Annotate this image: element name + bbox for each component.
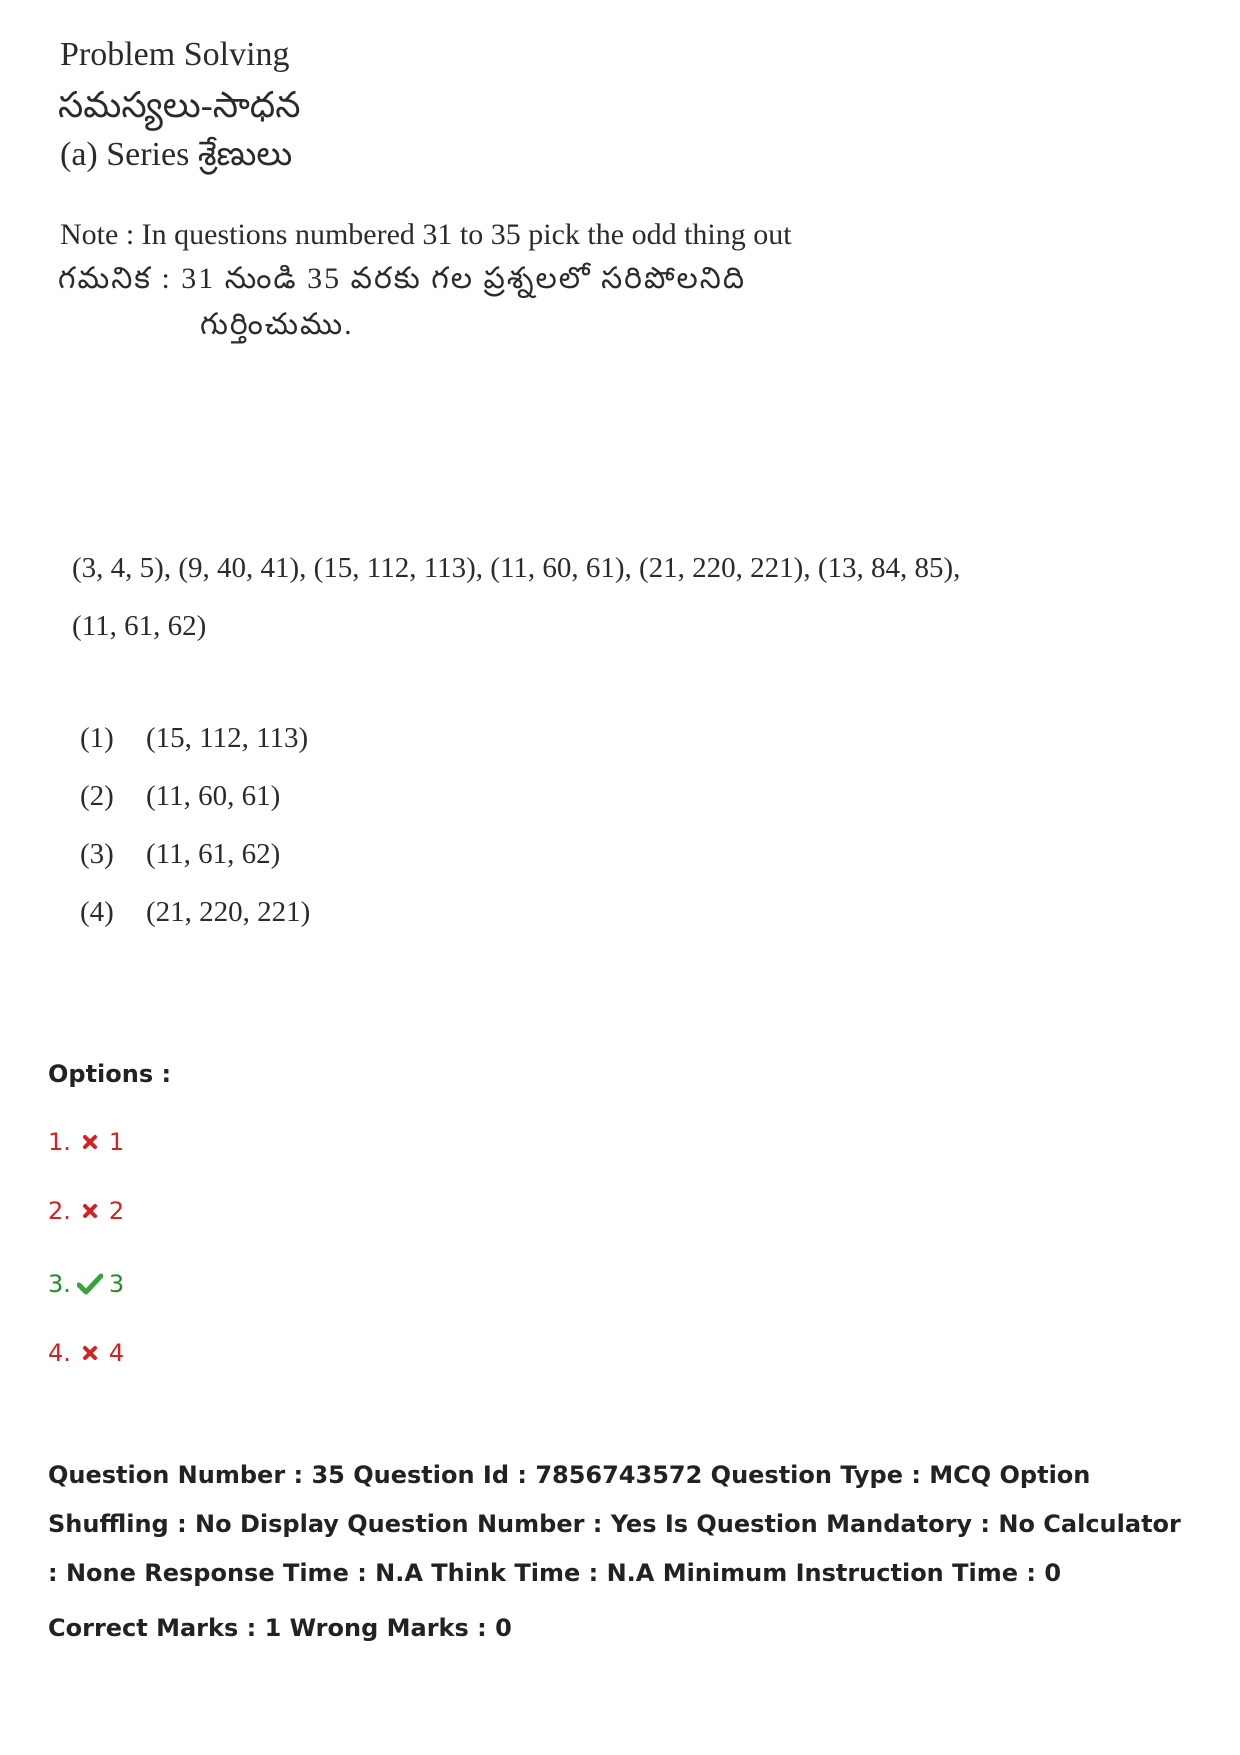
question-metadata: Question Number : 35 Question Id : 7856743572 Question Type : MCQ Option Shuffling : No Display Question Number : Yes Is Question Mandatory : No Calculator : None Response Time : N.A Think Time : N.A Minimum Instruction Time : 0 <box>48 1461 1181 1587</box>
series-heading-english: (a) Series <box>60 136 190 173</box>
check-icon <box>75 1273 105 1295</box>
option-number: 3. <box>48 1270 71 1298</box>
choice-number: (1) <box>80 722 114 754</box>
question-choice <box>80 838 280 871</box>
option-item <box>48 1197 124 1225</box>
marks-info: Correct Marks : 1 Wrong Marks : 0 <box>48 1614 512 1642</box>
option-number: 2. <box>48 1197 71 1225</box>
question-series-line1: (3, 4, 5), (9, 40, 41), (15, 112, 113), (11, 60, 61), (21, 220, 221), (13, 84, 85), <box>72 552 961 584</box>
cross-icon <box>75 1203 105 1219</box>
question-series-line2: (11, 61, 62) <box>72 610 207 642</box>
option-item <box>48 1339 124 1367</box>
choice-number: (4) <box>80 896 114 928</box>
option-number: 4. <box>48 1339 71 1367</box>
question-choice <box>80 722 308 755</box>
note-telugu-line2: గుర్తించుము. <box>200 308 354 341</box>
option-value: 4 <box>108 1339 125 1367</box>
option-item <box>48 1128 124 1156</box>
choice-text: (11, 60, 61) <box>146 780 281 812</box>
choice-number: (2) <box>80 780 114 812</box>
choice-text: (11, 61, 62) <box>146 838 281 870</box>
option-value: 1 <box>108 1128 125 1156</box>
heading-english: Problem Solving <box>60 36 290 73</box>
heading-telugu: సమస్యలు-సాధన <box>58 85 301 125</box>
question-choice <box>80 896 310 929</box>
option-value: 3 <box>108 1270 125 1298</box>
choice-text: (15, 112, 113) <box>146 722 309 754</box>
cross-icon <box>75 1134 105 1150</box>
option-value: 2 <box>108 1197 125 1225</box>
question-choice <box>80 780 280 813</box>
series-heading <box>60 136 292 182</box>
note-english: Note : In questions numbered 31 to 35 pick the odd thing out <box>60 218 792 251</box>
option-number: 1. <box>48 1128 71 1156</box>
option-item <box>48 1270 124 1298</box>
note-telugu-line1: గమనిక : 31 నుండి 35 వరకు గల ప్రశ్నలలో సరిపోలనిది <box>58 262 747 295</box>
series-heading-telugu: శ్రేణులు <box>197 136 293 173</box>
options-label: Options : <box>48 1060 172 1088</box>
choice-text: (21, 220, 221) <box>146 896 311 928</box>
choice-number: (3) <box>80 838 114 870</box>
cross-icon <box>75 1345 105 1361</box>
